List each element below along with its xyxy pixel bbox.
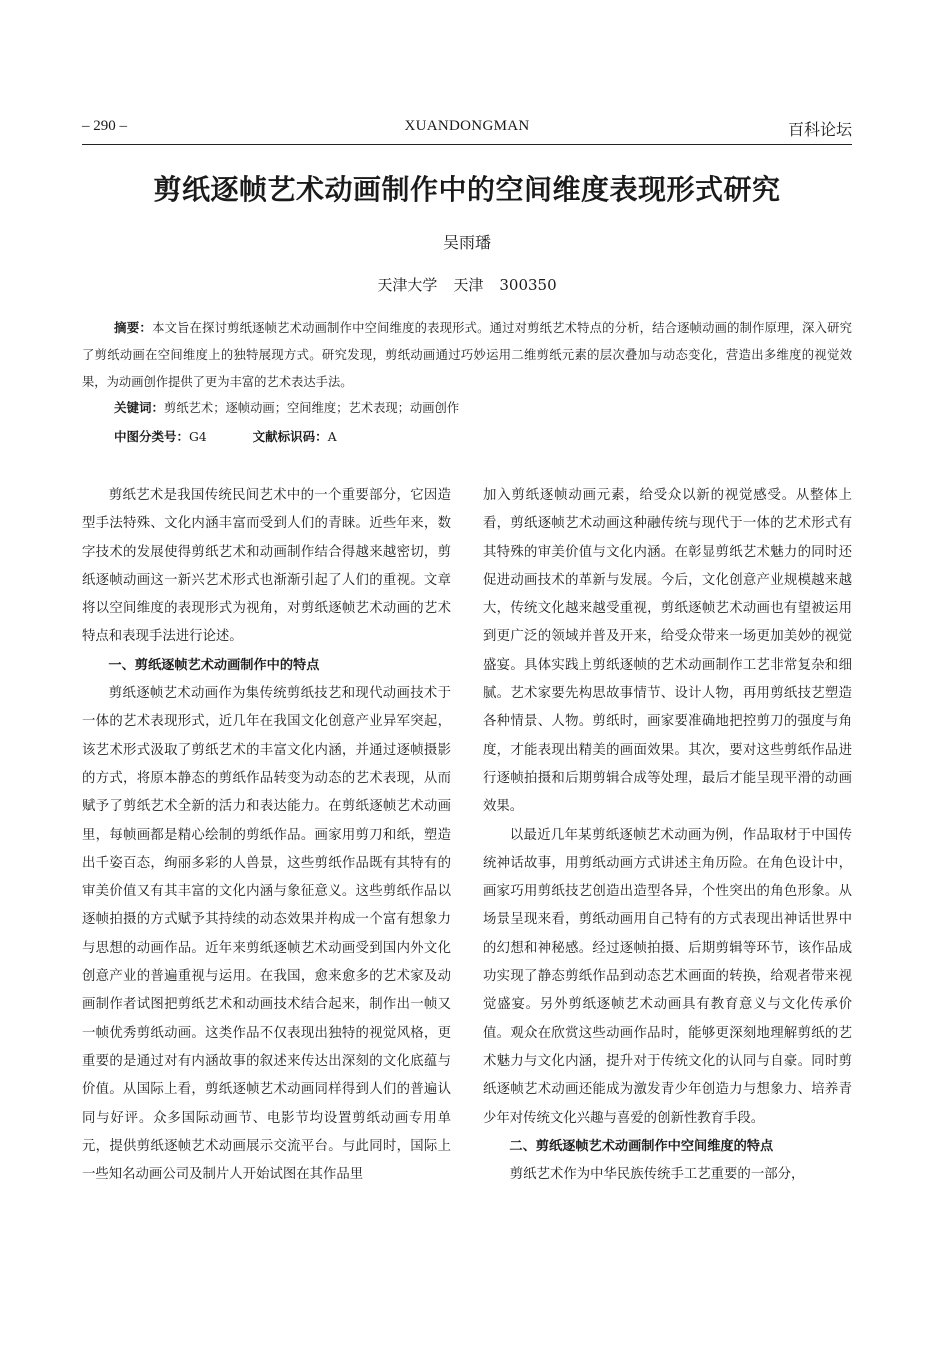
author-name: 吴雨璠 <box>442 233 491 252</box>
keywords-label: 关键词： <box>114 400 165 415</box>
page-number: – 290 – <box>82 118 127 134</box>
abstract <box>82 314 852 396</box>
section-name: 百科论坛 <box>787 120 852 139</box>
author-affiliation <box>82 274 852 295</box>
section-1-paragraph-1-continued: 加入剪纸逐帧动画元素，给受众以新的视觉感受。从整体上看，剪纸逐帧艺术动画这种融传统与现代于一体的艺术形式有其特殊的审美价值与文化内涵。在彰显剪纸艺术魅力的同时还促进动画技术的革新与发展。今后，文化创意产业规模越来越大，传统文化越来越受重视，剪纸逐帧艺术动画也有望被运用到更广泛的领域并普及开来，给受众带来一场更加美妙的视觉盛宴。具体实践上剪纸逐帧的艺术动画制作工艺非常复杂和细腻。艺术家要先构思故事情节、设计人物，再用剪纸技艺塑造各种情景、人物。剪纸时，画家要准确地把控剪刀的强度与角度，才能表现出精美的画面效果。其次，要对这些剪纸作品进行逐帧拍摄和后期剪辑合成等处理，最后才能呈现平滑的动画效果。 <box>483 488 852 815</box>
journal-name: XUANDONGMAN <box>404 118 530 134</box>
classification <box>114 427 854 447</box>
section-2-paragraph-1: 剪纸艺术作为中华民族传统手工艺重要的一部分， <box>509 1167 805 1183</box>
section-1-heading: 一、剪纸逐帧艺术动画制作中的特点 <box>108 657 320 673</box>
article-title: 剪纸逐帧艺术动画制作中的空间维度表现形式研究 <box>153 173 781 206</box>
doc-code-label: 文献标识码： <box>252 429 328 444</box>
clc-label: 中图分类号： <box>114 429 190 444</box>
section-1-paragraph-2: 以最近几年某剪纸逐帧艺术动画为例，作品取材于中国传统神话故事，用剪纸动画方式讲述主角历险。在角色设计中，画家巧用剪纸技艺创造出造型各异，个性突出的角色形象。从场景呈现来看，剪纸动画用自己特有的方式表现出神话世界中的幻想和神秘感。经过逐帧拍摄、后期剪辑等环节，该作品成功实现了静态剪纸作品到动态艺术画面的转换，给观者带来视觉盛宴。另外剪纸逐帧艺术动画具有教育意义与文化传承价值。观众在欣赏这些动画作品时，能够更深刻地理解剪纸的艺术魅力与文化内涵，提升对于传统文化的认同与自豪。同时剪纸逐帧艺术动画还能成为激发青少年创造力与想象力、培养青少年对传统文化兴趣与喜爱的创新性教育手段。 <box>483 827 852 1126</box>
section-1-paragraph-1: 剪纸逐帧艺术动画作为集传统剪纸技艺和现代动画技术于一体的艺术表现形式，近几年在我国文化创意产业异军突起，该艺术形式汲取了剪纸艺术的丰富文化内涵，并通过逐帧摄影的方式，将原本静态的剪纸作品转变为动态的艺术表现，从而赋予了剪纸艺术全新的活力和表达能力。在剪纸逐帧艺术动画里，每帧画都是精心绘制的剪纸作品。画家用剪刀和纸，塑造出千姿百态，绚丽多彩的人兽景，这些剪纸作品既有其特有的审美价值又有其丰富的文化内涵与象征意义。这些剪纸作品以逐帧拍摄的方式赋予其持续的动态效果并构成一个富有想象力与思想的动画作品。近年来剪纸逐帧艺术动画受到国内外文化创意产业的普遍重视与运用。在我国，愈来愈多的艺术家及动画制作者试图把剪纸艺术和动画技术结合起来，制作出一帧又一帧优秀剪纸动画。这类作品不仅表现出独特的视觉风格，更重要的是通过对有内涵故事的叙述来传达出深刻的文化底蕴与价值。从国际上看，剪纸逐帧艺术动画同样得到人们的普遍认同与好评。众多国际动画节、电影节均设置剪纸动画专用单元，提供剪纸逐帧艺术动画展示交流平台。与此同时，国际上一些知名动画公司及制片人开始试图在其作品里 <box>82 686 451 1183</box>
clc-value: G4 <box>189 430 207 444</box>
abstract-label: 摘要： <box>114 320 153 335</box>
affiliation-institution: 天津大学 <box>377 276 438 294</box>
affiliation-postcode: 300350 <box>499 276 557 294</box>
body-column-right <box>483 482 852 1189</box>
affiliation-city: 天津 <box>453 276 484 294</box>
keywords <box>114 398 854 418</box>
abstract-text: 本文旨在探讨剪纸逐帧艺术动画制作中空间维度的表现形式。通过对剪纸艺术特点的分析，结合逐帧动画的制作原理，深入研究了剪纸动画在空间维度上的独特展现方式。研究发现，剪纸动画通过巧妙运用二维剪纸元素的层次叠加与动态变化，营造出多维度的视觉效果，为动画创作提供了更为丰富的艺术表达手法。 <box>82 321 852 389</box>
intro-paragraph: 剪纸艺术是我国传统民间艺术中的一个重要部分，它因造型手法特殊、文化内涵丰富而受到人们的青睐。近些年来，数字技术的发展使得剪纸艺术和动画制作结合得越来越密切，剪纸逐帧动画这一新兴艺术形式也渐渐引起了人们的重视。文章将以空间维度的表现形式为视角，对剪纸逐帧艺术动画的艺术特点和表现手法进行论述。 <box>82 488 451 645</box>
running-header <box>82 114 852 145</box>
doc-code-value: A <box>327 430 337 444</box>
keywords-text: 剪纸艺术；逐帧动画；空间维度；艺术表现；动画创作 <box>164 401 460 415</box>
section-2-heading: 二、剪纸逐帧艺术动画制作中空间维度的特点 <box>509 1138 774 1154</box>
body-column-left <box>82 482 451 1189</box>
